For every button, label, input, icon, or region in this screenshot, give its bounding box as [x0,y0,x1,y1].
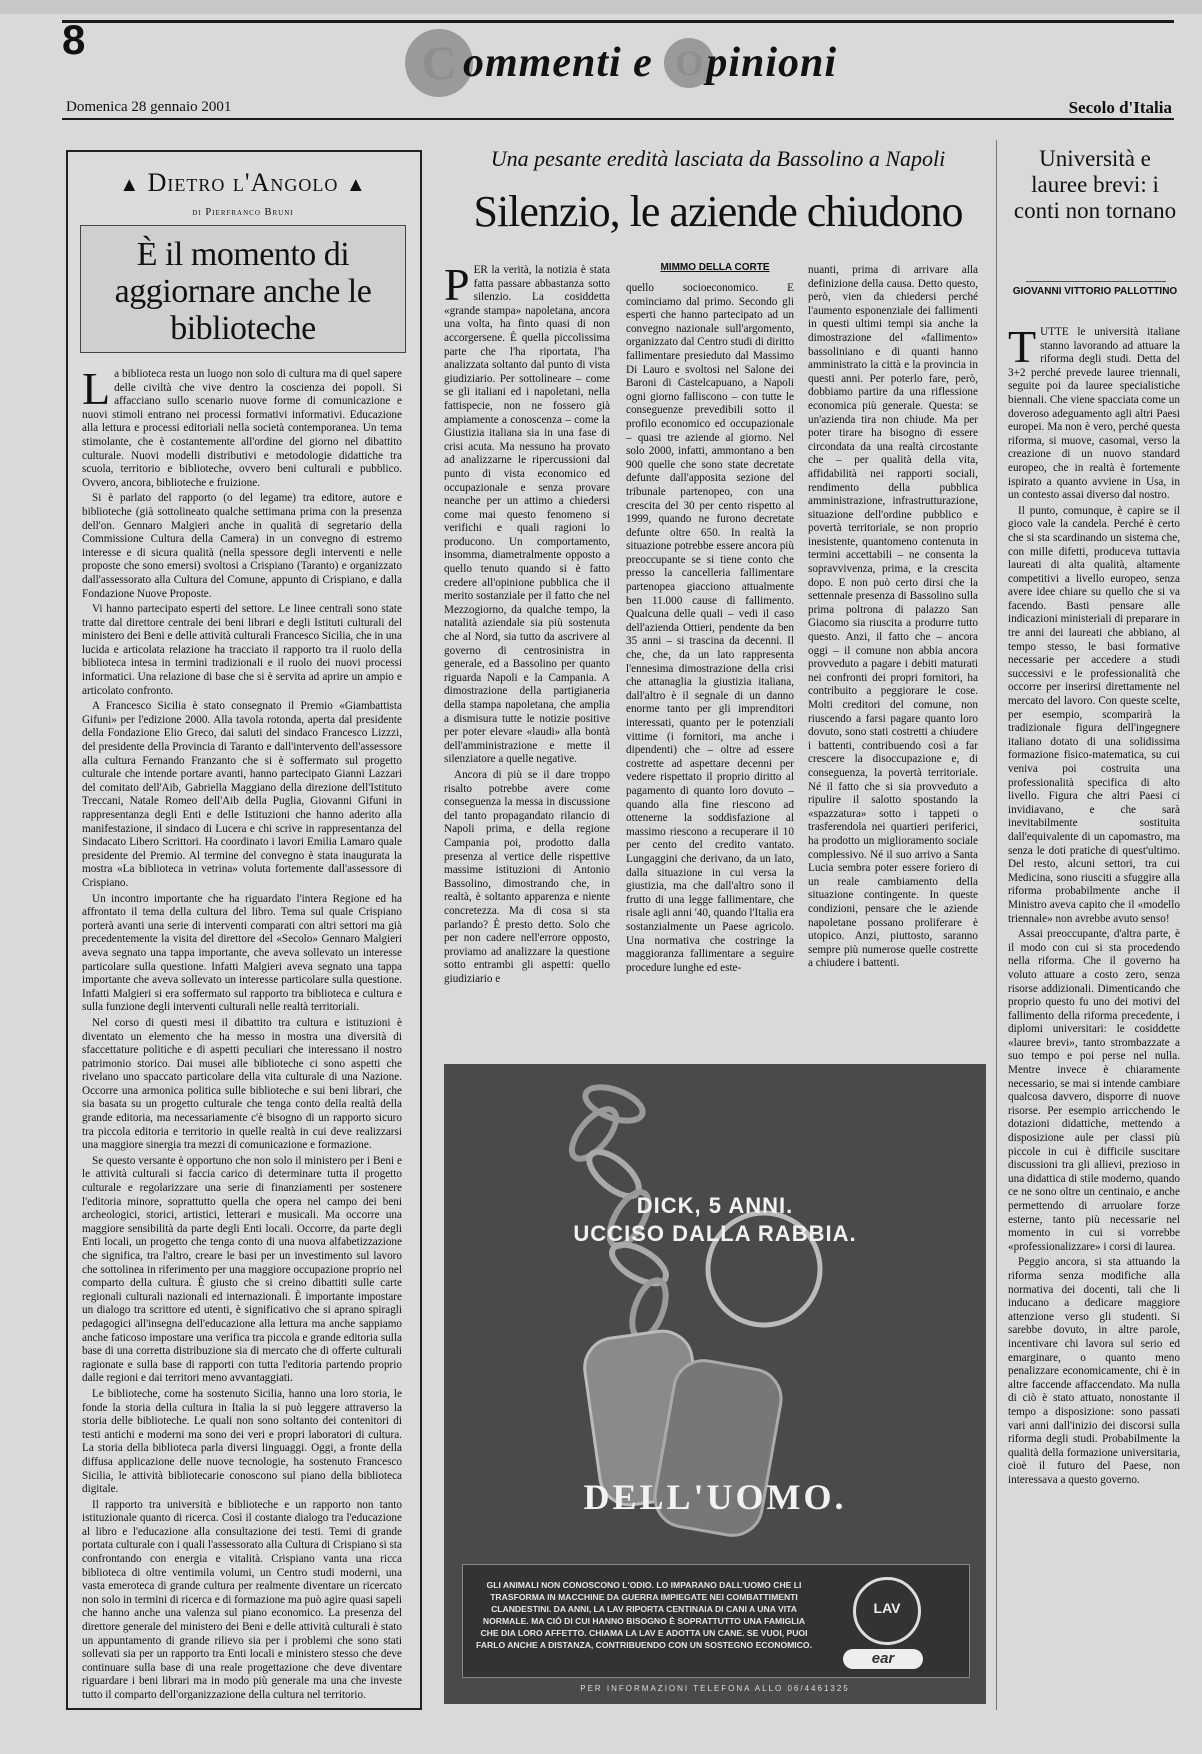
ad-footer: PER INFORMAZIONI TELEFONA ALLO 06/4461325 [580,1684,850,1693]
ad-info-box [462,1564,970,1678]
paragraph: Assai preoccupante, d'altra parte, è il modo con cui si sta procedendo nella riforma. Che il governo ha voluto attuare a costo zero, senza risorse addizionali. Dimenticando che proprio questo fu uno dei motivi del fallimento della riforma precedente, i diplomi universitari: le cosiddette «lauree brevi», tanto strombazzate a suo tempo e poi perse nel nulla. Mentre invece è chiaramente necessario, se mai si intende cambiare qualcosa davvero, disporre di nuove risorse. Per esempio arricchendo le dotazioni didattiche, mettendo a disposizione aule per classi più piccole in cui è difficile suscitare discussioni tra gli allievi, prezioso in una didattica di stile moderno, quando ce ne sono oltre un centinaio, e anche permettendo di arruolare forze esterne, tanto più necessarie nel momento in cui si vorrebbe «professionalizzare» i corsi di laurea. [1008,928,1180,1253]
dropcap: L [82,368,111,414]
paragraph: Se questo versante è opportuno che non solo il ministero per i Beni e le attività culturali si faccia carico di determinare tutta il progetto culturale e regolarizzare una serie di finanziamenti per sostenere l'editoria minore, soprattutto quella che opera nel campo dei beni archeologici, storici, artistici, letterari e musicali. Ma occorre una maggiore sensibilità da parte degli Enti locali. Occorre, da parte degli Enti locali, un progetto che tenga conto di una nuova alfabetizzazione che significa, tra l'altro, creare le basi per un investimento sul lavoro che sottolinea in riferimento per una maggiore occupazione proprio nel comparto della cultura. È giusto che si creino dibattiti sulle carte regionali culturali nazionali ed internazionali. È importante impostare un dialogo tra scrittore ed utenti, è significativo che si aprano spiragli pedagogici all'insegna dell'educazione alla lettura ma anche sappiamo anche faticoso impostare una verifica tra piccola e grande editoria sulla base di una corretta distribuzione sia di mercato che di offerte culturali ragionate e sulla base di rapporti con tutta l'editoria partendo proprio dalle regioni e dai territori meno avvantaggiati. [82,1154,402,1385]
ad-headline-line2: UCCISO DALLA RABBIA. [573,1221,857,1246]
right-byline-rule [1026,281,1166,282]
masthead-text-2: pinioni [706,40,838,86]
right-article-headline: Università e lauree brevi: i conti non tornano [1013,146,1177,223]
rubric-title [74,168,412,198]
triangle-icon-left: ▲ [119,174,141,196]
paragraph: Peggio ancora, si sta attuando la riforma senza modifiche alla normativa dei docenti, tali che li inducano a dedicare maggiore attenzione verso gli studenti. Si sarebbe dovuto, in altre parole, incentivare chi lavora sul serio ed emarginare, o quanto meno penalizzare economicamente, chi è in altre faccende affaccendato. Ma nulla di ciò è stato attuato, nonostante il tempo a disposizione: sono passati vari anni dall'inizio dei discorsi sulla riforma degli studi. Probabilmente la qualità della formazione universitaria, cioè il futuro del Paese, non interessava a questo governo. [1008,1256,1180,1486]
paragraph: Vi hanno partecipato esperti del settore. Le linee centrali sono state tratte dal direttore centrale dei beni librari e degli Istituti culturali del ministero dei Beni e delle attività culturali Francesco Sicilia, che in una lucida e articolata relazione ha tracciato il rapporto tra il ruolo della biblioteca intesa in termini tradizionali e il ruolo dei nuovi processi informatici. Una relazione di base che si è servita ad aprire un ampio e articolato confronto. [82,603,402,697]
paragraph: A Francesco Sicilia è stato consegnato il Premio «Giambattista Gifuni» per l'edizione 2000. Alla tavola rotonda, aperta dal presidente della Fondazione Elio Greco, dai saluti del sindaco Francesco Lizzzi, del presidente della Provincia di Taranto e dall'intervento dell'assessore alla cultura Fernando Franzanto che si è soffermato sul progetto culturale che intende portare avanti, hanno partecipato Gianni Lazzari del comitato dell'Aib, Gabriella Maggiano della direzione dell'Istituto Treccani, Natale Romeo dell'Aib della Puglia, Giovanni Gifuni in rappresentanza degli Enti e delle Istituzioni che hanno aderito alla manifestazione, il sindaco di Lucera e chi scrive in rappresentanza del Sindacato Libero Scrittori. Ha coordinato i lavori Emilia Lamaro quale presidente del Premio. Al termine del convegno è stata inaugurata la mostra «La biblioteca in vetrina» voluta fortemente dall'assessore di Crispiano. [82,700,402,889]
paragraph: Il rapporto tra università e biblioteche e un rapporto non tanto istituzionale quanto di ricerca. Così il costante dialogo tra l'educazione al libro e l'educazione alla consultazione dei testi. Temi di grande portata culturale con i quali l'assessorato alla Cultura di Crispiano si sta confrontando con energia e vitalità. Crispiano vanta una ricca biblioteca di oltre ventimila volumi, un Centro studi moderni, una vasta emeroteca di grande cultura per realmente diventare un ricercato non solo in termini di ricerca e di formazione ma può agire quasi sapeli che hanno anche una valenza sul piano economico. La presenza del direttore generale del ministero dei Beni e delle attività culturali è stato un appuntamento di grande rilievo sia per i problemi che sono stati sollevati sia per un rapporto tra Enti locali e ministero stesso che deve continuare sulla base di una reale progettazione che deve diventare riguardare i beni librari ma in modo più generale ma una che investe tutto il comparto dell'organizzazione della cultura nel territorio. [82,1498,402,1700]
paragraph: Ancora di più se il dare troppo risalto potrebbe avere come conseguenza la messa in discussione del tanto propagandato rilancio di Napoli prima, e della regione Campania poi, prodotto dalla presenza al vertice delle rispettive massime istituzioni di Antonio Bassolino, dimostrando che, in realtà, è soltanto apparenza e niente concretezza. Ma di cosa si sta parlando? È presto detto. Solo che per non cadere nell'errore opposto, proviamo ad analizzare la questione sotto entrambi gli aspetti: quello giudiziario e [444,768,610,985]
paragraph: Si è parlato del rapporto (o del legame) tra editore, autore e biblioteche (già sottolineato qualche settimana prima con la presenza dell'on. Gennaro Malgieri anche in qualità di segretario della Commissione Cultura della Camera) in un convegno di estremo interesse e di sicura qualità (nella spessore degli interventi e nelle proposte che sono emersi) svoltosi a Crispiano (Taranto) e organizzato dall'assessorato alla Cultura del Comune, appunto di Crispiano, e dalla Fondazione Nuove Proposte. [82,492,402,600]
rubric-label: Dietro l'Angolo [147,168,339,197]
paragraph: UTTE le università italiane stanno lavorando ad attuare la riforma degli studi. Detta del 3+2 perché prevede lauree triennali, seguite poi da lauree specialistiche biennali. Che viene spacciata come un doveroso adeguamento agli altri Paesi europei. Ma non è vero, perché questa riforma, si muove, casomai, verso la creazione di un nuovo standard europeo, che in realtà è fortemente ispirato a quanto avviene in Usa, in un contesto assai diverso dal nostro. [1008,326,1180,502]
newspaper-name: Secolo d'Italia [1068,98,1172,117]
lav-advertisement [444,1064,986,1704]
section-masthead [405,28,837,98]
ad-headline [444,1192,986,1248]
paragraph: nuanti, prima di arrivare alla definizione della causa. Detto questo, però, vien da chiedersi perché l'aumento esponenziale dei fallimenti in questi ultimi tempi sia anche la dimostrazione del «fallimento» bassoliniano e di quanti hanno amministrato la città e la provincia in questi anni. Per poterlo fare, però, dobbiamo partire da una riflessione economica più generale. Questa: se un'azienda tira non chiude. Ma per poter tirare ha bisogno di essere circondata da una realtà circostante che – per qualità della vita, affidabilità nei rapporti sociali, rendimento della pubblica amministrazione, infrastrutturazione, situazione dell'ordine pubblico e povertà territoriale, se non proprio inesistente, quantomeno contenuta in termini accettabili – ne consenta la sopravvivenza, prima, e la crescita dopo. E non può certo dirsi che la settennale presenza di Bassolino sulla prima poltrona di palazzo San Giacomo sia riuscita a produrre tutto questo. Anzi, il fatto che – ancora oggi – il comune non abbia ancora provveduto a pagare i debiti maturati nei confronti dei propri fornitori, ha contribuito a peggiorare le cose. Molti creditori del comune, non riuscendo a farsi pagare quanto loro dovuto, sono stati costretti a chiudere i battenti, contribuendo così a far crescere la disoccupazione e, di conseguenza, la povertà territoriale. Né il fatto che si sia provveduto a ripulire il salotto spostando la «spazzatura» sotto i tappeti o trasferendola nei quartieri periferici, ha prodotto un miglioramento sociale complessivo. Né il suo arrivo a Santa Lucia sembra poter essere foriero di un reale cambiamento della situazione contingente. In queste condizioni, pensare che le aziende napoletane possano proliferare è utopico. Anzi, piuttosto, saranno sempre più numerose quelle costrette a chiudere i battenti. [808,264,978,970]
masthead-text-1: ommenti e [463,40,665,86]
right-article-byline: GIOVANNI VITTORIO PALLOTTINO [1012,286,1178,297]
paragraph: Nel corso di questi mesi il dibattito tra cultura e istituzioni è diventato un elemento che ha messo in mostra una diversità di sfaccettature politiche e di aspetti peculiari che interessano il nostro patrimonio storico. Dai musei alle biblioteche ci sono aspetti che rivelano uno spaccato particolare della vita culturale di una Nazione. Occorre una armonica politica sulle biblioteche e sui beni librari, che sia basata su un progetto culturale che tenga conto della realtà della grande editoria, ma necessariamente c'è bisogno di un rapporto sicuro tra piccola editoria e territorio in quelle realtà in cui deve realizzarsi una maggiore sinergia tra mezzi di comunicazione e formazione. [82,1016,402,1152]
center-byline: MIMMO DELLA CORTE [660,262,770,273]
ad-headline-line1: DICK, 5 ANNI. [636,1193,794,1218]
paragraph: Le biblioteche, come ha sostenuto Sicilia, hanno una loro storia, le fonde la storia della cultura in Italia la si può leggere attraverso la storia delle biblioteche. Le quali non sono soltanto dei contenitori di testi antichi e moderni ma sono dei veri e propri laboratori di cultura. La storia della biblioteca parla diversi linguaggi. Oggi, a fronte della diffusa applicazione delle nuove tecnologie, ha sostenuto Francesco Sicilia, le attività bibliotecarie conoscono sul piano della biblioteca digitale. [82,1387,402,1496]
center-column-3 [808,264,978,1050]
dropcap: T [1008,326,1037,372]
paragraph: Il punto, comunque, è capire se il gioco vale la candela. Perché è certo che si sta scardinando un sistema che, con mille difetti, produceva tuttavia laureati di alta qualità, altamente competitivi a livello europeo, senza avere idee chiare su quello che si va facendo. Basti pensare alle indicazioni ministeriali di preparare in tre anni dei laureati che abbiano, al tempo stesso, le basi formative necessarie per accedere a studi successivi e le professionalità che occorre per inserirsi direttamente nel mercato del lavoro. Con queste scelte, per esempio, scomparirà la tradizionale figura dell'ingegnere italiano dotato di una solidissima formazione fisico-matematica, su cui veniva poi costruita una professionalità specifica di alto livello. Figura che altri Paesi ci invidiavano, e che sarà inevitabilmente sostituita dall'equivalente di un capomastro, ma senza le doti pratiche di quest'ultimo. Del resto, alcuni settori, tra cui Medicina, sono riusciti a sfuggire alla riforma probabilmente anche il Ministro aveva capito che il «modello triennale» non avrebbe avuto senso! [1008,504,1180,925]
left-headline-box [80,225,406,353]
masthead-letter-c: C [421,36,457,90]
center-column-1 [444,264,610,1050]
ad-headline-line3: DELL'UOMO. [583,1477,847,1517]
left-article-byline: di Pierfranco Bruni [192,207,294,218]
center-kicker: Una pesante eredità lasciata da Bassolino a Napoli [490,146,946,171]
page-number: 8 [62,16,86,63]
lav-logo: LAV [853,1577,921,1645]
paragraph: a biblioteca resta un luogo non solo di cultura ma di quel sapere delle civiltà che vive dentro la coscienza dei popoli. Si affacciano sullo scenario nuove forme di comunicazione e nuovi stimoli entrano nei processi formativi informativi. Educazione alla lettura e processi editoriali nella società contemporanea. Un tema stimolante, che è costantemente all'ordine del giorno nel dibattito culturale. Nuovi modelli distributivi e metodologie didattiche tra scuola, territorio e biblioteche, ovvero beni culturali e pubblico. Ovvero, ancora, biblioteche e fruizione. [82,368,402,489]
paragraph: Un incontro importante che ha riguardato l'intera Regione ed ha affrontato il tema della cultura del libro. Tema sul quale Crispiano porterà avanti una serie di interventi comparati con altri settori ma già precedentemente la visita del direttore del «Secolo» Gennaro Malgieri aveva segnato una tappa importante, che aveva sollevato un interesse particolare sulla questione. Infatti Malgieri aveva segnato una tappa importante che aveva sollevato un interesse particolare sulla questione. Infatti Malgieri si era soffermato sul rapporto tra biblioteca e cultura e sulla funzione degli interventi culturali nelle realtà territoriali. [82,892,402,1014]
left-article-headline: È il momento di aggiornare anche le biblioteche [114,236,372,347]
issue-date: Domenica 28 gennaio 2001 [66,99,232,115]
center-headline: Silenzio, le aziende chiudono [473,187,963,236]
paragraph: ER la verità, la notizia è stata fatta passare abbastanza sotto silenzio. La cosiddetta «grande stampa» napoletana, ancora una volta, ha finto quasi di non accorgersene. È quella piccolissima parte che l'ha riportata, l'ha analizzata soltanto dal punto di vista giudiziario. Per sottolineare – come se gli italiani ed i napoletani, nella fattispecie, non ne fossero già ampiamente a conoscenza – come la Giustizia italiana sia in una fase di crisi acuta. Ma nessuno ha provato ad analizzarne le ripercussioni dal punto di vista economico ed occupazionale e senza provare neanche per un attimo a chiedersi come mai questo fenomeno si verifichi e quali ragioni lo producono. Un comportamento, insomma, diametralmente opposto a quello tenuto quando si è fatto credere all'opinione pubblica che il merito sostanziale per il fatto che nel Mezzogiorno, da qualche tempo, la natalità aziendale sia più sostenuta che al Nord, sia tutto da ascrivere al governo di centrosinistra in generale, ed a Bassolino per quanto riguarda Napoli e la Campania. A dimostrazione della partigianeria della stampa napoletana, che amplia a dismisura tutte le notizie positive per poter elevare «laudi» alla bontà dell'amministrazione e mette il silenziatore a quelle negative. [444,264,610,766]
top-rule [62,20,1174,23]
left-article-body [82,368,402,1700]
ad-body-text: GLI ANIMALI NON CONOSCONO L'ODIO. LO IMPARANO DALL'UOMO CHE LI TRASFORMA IN MACCHINE DA GUERRA IMPIEGATE NEI COMBATTIMENTI CLANDESTINI. DA ANNI, LA LAV RIPORTA CENTINAIA DI CANI A UNA VITA NORMALE. MA CIÒ DI CUI HANNO BISOGNO È SOPRATTUTTO UNA FAMIGLIA CHE DIA LORO AFFETTO. CHIAMA LA LAV E ADOTTA UN CANE. SE VUOI, PUOI FARLO ANCHE A DISTANZA, CONTRIBUENDO CON UN SOSTEGNO ECONOMICO. [476,1580,812,1650]
paragraph: quello socioeconomico. E cominciamo dal primo. Secondo gli esperti che hanno partecipato ad un convegno nazionale sull'argomento, organizzato dal Centro studi di diritto fallimentare presieduto dal Massimo Di Lauro e svoltosi nel Salone dei Baroni di Castelcapuano, a Napoli ogni giorno falliscono – con tutte le conseguenze prevedibili sotto il profilo economico ed occupazionale – quasi tre aziende al giorno. Nel solo 2000, infatti, ammontano a ben 900 quelle che sono state decretate defunte dall'apposita sezione del tribunale partenopeo, con una crescita del 30 per cento rispetto al 1999, quando ne furono decretate defunte oltre 650. In realtà la situazione potrebbe essere ancora più preoccupante se si tiene conto che presso la cancelleria fallimentare partenopea giacciono attualmente ben 11.000 cause di fallimento. Qualcuna delle quali – vedi il caso dell'azienda Ottieri, pendente da ben 35 anni – si trascina da decenni. Il che, che, da un lato rappresenta l'ennesima dimostrazione della crisi che attanaglia la giustizia italiana, dall'altro è il segnale di un danno enorme tanto per gli imprenditori interessati, quanto per le potenziali vittime (i fornitori, ma anche i dipendenti) che – oltre ad essere costrette ad aspettare decenni per vedere rispettato il proprio diritto al pagamento di quanto loro dovuto – quando alla fine riescono ad ottenerne la soddisfazione al massimo riescono a recuperare il 10 per cento del credito vantato. Lungaggini che derivano, da un lato, dalla situazione in cui versa la giustizia, ma che dall'altro sono il frutto di una legge fallimentare, che risale agli anni '40, quando l'Italia era sostanzialmente un Paese agricolo. Una normativa che costringe la maggioranza fallimentare a seguire procedure lunghe ed este- [626,282,794,974]
header-rule [62,118,1174,120]
triangle-icon-right: ▲ [345,174,367,196]
column-divider [996,140,997,1710]
dropcap: P [444,264,470,310]
top-strip [0,0,1202,14]
center-column-2 [626,282,794,1050]
right-article-body [1008,326,1180,1706]
masthead-letter-o: O [675,43,704,83]
ear-logo: ear [843,1649,923,1669]
